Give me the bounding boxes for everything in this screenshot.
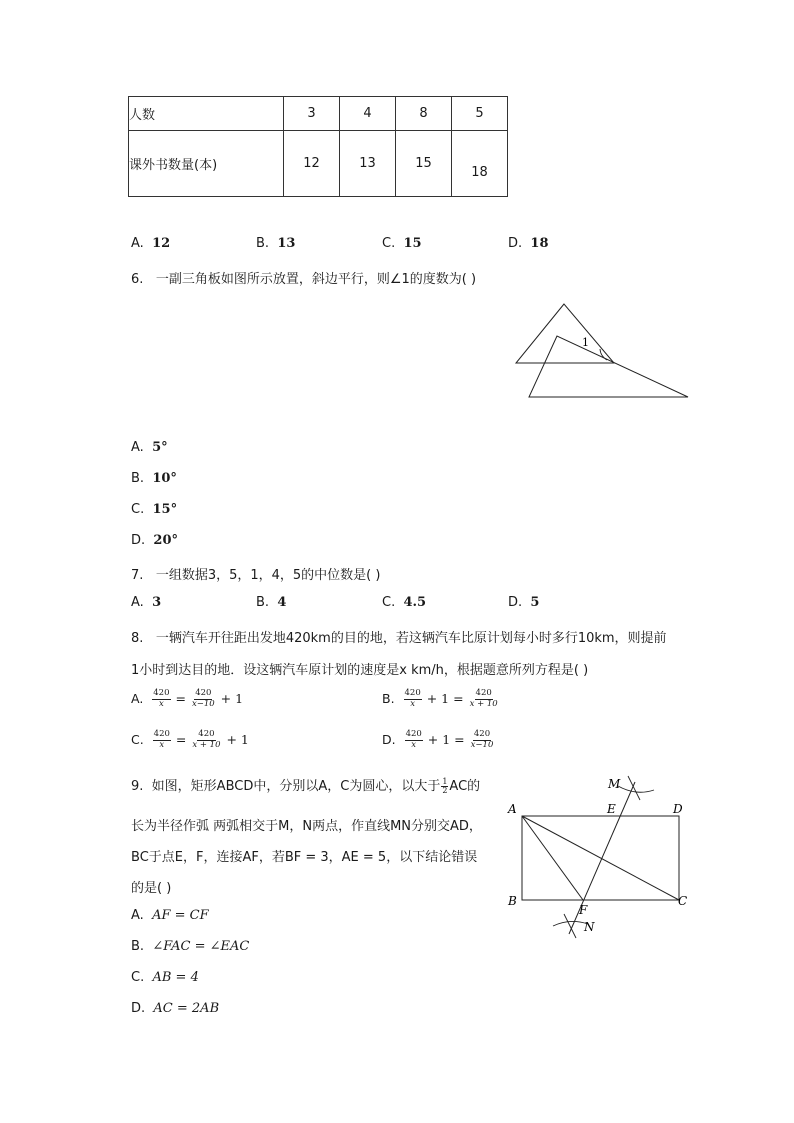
option-letter: B. [382,690,395,706]
operator: = [175,731,187,747]
q7-stem [131,564,380,583]
option-text: 13 [277,236,296,251]
q6-stem [131,268,476,287]
q5-option-a[interactable] [131,236,170,251]
option-text: 18 [530,236,549,251]
point-label-a: A [508,802,517,816]
table-row [129,97,508,131]
fraction [153,730,171,751]
option-text: 5 [530,595,540,610]
arc-n-1 [553,921,588,926]
q5-option-d[interactable] [508,236,549,251]
fraction [470,730,495,751]
option-letter: D. [382,731,396,747]
q7-option-c[interactable] [382,595,426,610]
numerator: 420 [404,688,421,698]
denominator: x [411,739,417,750]
option-letter: A. [131,595,144,610]
q8-stem-line2: 1小时到达目的地．设这辆汽车原计划的速度是x km/h，根据题意所列方程是( ) [131,663,589,678]
arc-n-2 [564,914,576,938]
option-text: ∠FAC = ∠EAC [152,939,250,954]
q7-option-b[interactable] [256,595,286,610]
denominator: x−10 [470,739,494,750]
option-letter: D. [508,236,523,251]
data-table [128,96,508,197]
option-letter: B. [256,236,270,251]
option-letter: A. [131,440,144,455]
fraction [191,689,216,710]
option-letter: D. [131,1001,146,1016]
numerator: 420 [195,688,212,698]
triangle-lower [529,336,688,397]
q9-stem-line2: 长为半径作弧 两弧相交于M，N两点，作直线MN分别交AD， [131,819,482,834]
denominator: x [410,698,416,709]
fraction [405,730,423,751]
denominator: x + 10 [469,698,498,709]
q8-option-a[interactable] [131,689,243,710]
option-text: AC = 2AB [153,1001,220,1016]
question-text: 一组数据3，5，1，4，5的中位数是( ) [155,568,381,583]
option-letter: B. [131,939,145,954]
q6-option-d[interactable] [131,533,178,548]
question-number: 9. [131,779,144,794]
option-text: 15° [152,502,178,517]
diagonal-ac [522,816,679,900]
option-letter: B. [256,595,270,610]
option-text: 12 [152,236,171,251]
q9-rectangle-figure [500,770,700,940]
denominator: x + 10 [192,739,221,750]
option-text: 10° [152,471,177,486]
triangle-upper [516,304,614,363]
table-cell: 3 [284,97,340,131]
table-cell: 4 [340,97,396,131]
option-letter: C. [382,236,396,251]
option-letter: A. [131,236,144,251]
fraction [469,689,499,710]
table-row-label: 课外书数量(本) [129,131,284,197]
q8-option-b[interactable] [382,689,500,710]
table-cell [452,131,508,197]
operator: + 1 = [427,731,465,747]
denominator: x [158,698,164,709]
arc-m-2 [628,776,640,800]
q8-option-c[interactable] [131,730,249,751]
numerator: 1 [442,776,448,786]
point-label-c: C [678,894,688,908]
numerator: 420 [153,688,170,698]
option-text: 3 [152,595,162,610]
fraction [404,689,422,710]
numerator: 420 [153,729,170,739]
option-letter: C. [382,595,396,610]
fraction [152,689,170,710]
point-label-e: E [607,802,616,816]
q9-option-a[interactable] [131,908,209,923]
table-row-label: 人数 [129,97,284,131]
question-number: 7. [131,568,144,583]
numerator: 420 [475,688,492,698]
numerator: 420 [473,729,491,739]
option-letter: D. [508,595,523,610]
q5-option-c[interactable] [382,236,422,251]
option-letter: C. [131,731,144,747]
q5-option-b[interactable] [256,236,295,251]
question-text: AC的 [449,779,481,794]
option-letter: C. [131,970,145,985]
operator: = [175,690,186,706]
option-text: 4.5 [403,595,427,610]
q6-option-a[interactable] [131,440,168,455]
operator: + 1 [226,731,249,747]
table-cell: 15 [396,131,452,197]
option-text: 4 [277,595,287,610]
q6-triangle-figure [510,300,692,402]
table-cell: 5 [452,97,508,131]
table-cell: 13 [340,131,396,197]
option-text: 20° [153,533,179,548]
angle-label: 1 [582,336,589,349]
q6-option-c[interactable] [131,502,177,517]
denominator: 2 [442,786,448,795]
q6-option-b[interactable] [131,471,177,486]
question-text: 一副三角板如图所示放置，斜边平行，则∠1的度数为( ) [155,272,477,287]
denominator: x [159,739,165,750]
q9-stem-line1 [131,775,480,795]
table-cell-value: 18 [471,165,488,180]
question-text: 一辆汽车开往距出发地420km的目的地，若这辆汽车比原计划每小时多行10km，则提前 [155,631,667,646]
q8-stem-line1 [131,627,667,646]
question-text: 如图，矩形ABCD中，分别以A，C为圆心，以大于 [151,779,441,794]
table-cell: 8 [396,97,452,131]
q9-stem-line4: 的是( ) [131,881,172,896]
option-letter: C. [131,502,145,517]
question-number: 8. [131,631,144,646]
point-label-f: F [579,903,588,917]
segment-af [522,816,583,900]
q9-option-c[interactable] [131,970,199,985]
denominator: x−10 [191,698,215,709]
option-text: 5° [152,440,168,455]
q7-option-d[interactable] [508,595,539,610]
q7-option-a[interactable] [131,595,161,610]
operator: + 1 [220,690,244,706]
q9-option-d[interactable] [131,1001,219,1016]
q8-option-d[interactable] [382,730,495,751]
table-cell: 12 [284,131,340,197]
numerator: 420 [405,729,422,739]
option-letter: A. [131,690,144,706]
option-text: 15 [403,236,422,251]
point-label-m: M [608,777,621,791]
fraction-half [441,778,448,796]
q9-stem-line3: BC于点E，F，连接AF，若BF = 3，AE = 5，以下结论错误 [131,850,478,865]
fraction [191,730,221,751]
option-letter: D. [131,533,146,548]
numerator: 420 [198,729,215,739]
option-text: AB = 4 [152,970,199,985]
question-number: 6. [131,272,144,287]
point-label-n: N [584,920,595,934]
point-label-d: D [673,802,683,816]
point-label-b: B [508,894,517,908]
operator: + 1 = [426,690,464,706]
option-letter: B. [131,471,145,486]
option-letter: A. [131,908,144,923]
q9-option-b[interactable] [131,939,249,954]
table-row [129,131,508,197]
option-text: AF = CF [152,908,209,923]
